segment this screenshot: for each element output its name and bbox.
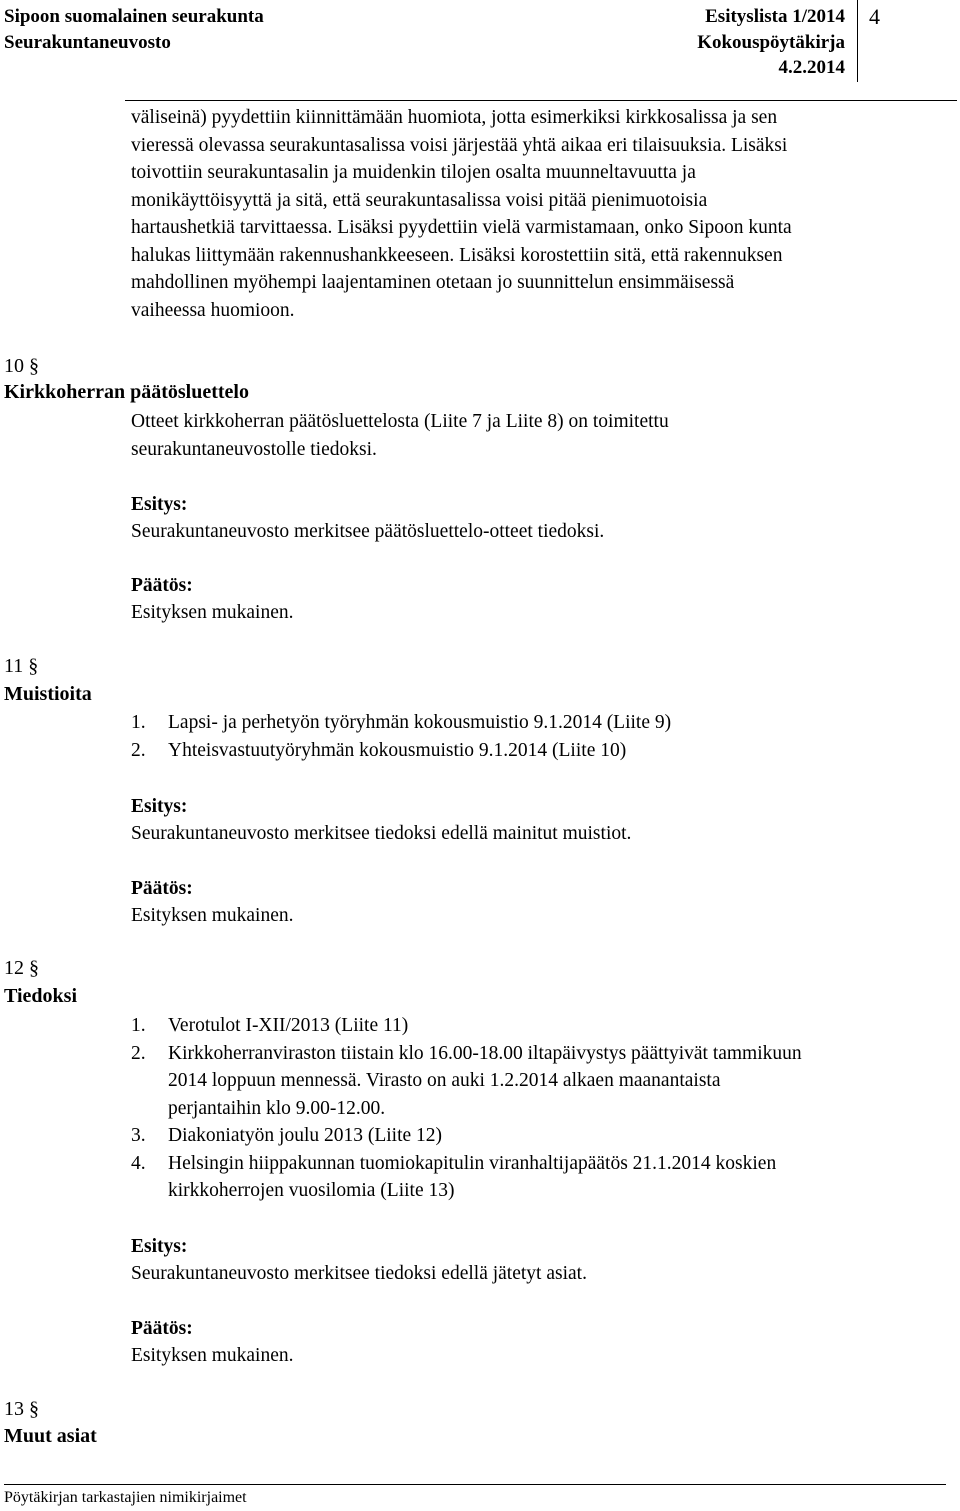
header-type: Kokouspöytäkirja [697, 32, 845, 53]
section-11-title: Muistioita [4, 683, 92, 705]
section-12-paatos: Esityksen mukainen. [131, 1345, 294, 1366]
header-date: 4.2.2014 [778, 57, 845, 78]
text-line: Otteet kirkkoherran päätösluettelosta (Liite 7 ja Liite 8) on toimitettu [131, 411, 669, 432]
footer-text: Pöytäkirjan tarkastajien nimikirjaimet [4, 1489, 247, 1506]
list-text: Lapsi- ja perhetyön työryhmän kokousmuistio 9.1.2014 (Liite 9) [168, 712, 672, 733]
list-item [131, 709, 671, 737]
section-12-title: Tiedoksi [4, 985, 77, 1007]
section-10-paatos: Esityksen mukainen. [131, 602, 294, 623]
text-line: monikäyttöisyyttä ja sitä, että seurakuntasalissa voisi pitää pienimuotoisia [131, 189, 708, 211]
section-10-esitys-label: Esitys: [131, 494, 188, 515]
list-item [131, 1040, 802, 1123]
section-number: 13 [4, 1398, 24, 1420]
list-item [131, 737, 671, 765]
footer-rule [4, 1484, 946, 1485]
paragraph-sign: § [29, 1398, 39, 1420]
section-11-paatos-label: Päätös: [131, 878, 193, 899]
section-11-esitys-label: Esitys: [131, 796, 188, 817]
section-10-esitys: Seurakuntaneuvosto merkitsee päätösluettelo-otteet tiedoksi. [131, 521, 605, 542]
header-list: Esityslista 1/2014 [705, 6, 845, 27]
section-12-list [131, 1012, 802, 1205]
list-number: 2. [131, 739, 146, 761]
text-line: Helsingin hiippakunnan tuomiokapitulin viranhaltijapäätös 21.1.2014 koskien [168, 1152, 777, 1174]
list-number: 4. [131, 1152, 146, 1174]
text-line: hartaushetkiä tarvittaessa. Lisäksi pyydettiin vielä varmistamaan, onko Sipoon kunta [131, 217, 792, 238]
section-11-paatos: Esityksen mukainen. [131, 905, 294, 926]
section-13-number [4, 1398, 39, 1421]
header-body: Seurakuntaneuvosto [4, 32, 171, 53]
list-text [168, 1150, 776, 1205]
text-line: vaiheessa huomioon. [131, 299, 295, 321]
section-10-paatos-label: Päätös: [131, 575, 193, 596]
section-10-title: Kirkkoherran päätösluettelo [4, 381, 249, 403]
text-line: mahdollinen myöhempi laajentaminen otetaan jo suunnittelun ensimmäisessä [131, 272, 735, 293]
text-line: Kirkkoherranviraston tiistain klo 16.00-18.00 iltapäivystys päättyivät tammikuun [168, 1042, 802, 1064]
text-line: toivottiin seurakuntasalin ja muidenkin tilojen osalta muunneltavuutta ja [131, 162, 696, 183]
text-line: väliseinä) pyydettiin kiinnittämään huomiota, jotta esimerkiksi kirkkosalissa ja sen [131, 107, 778, 128]
section-10-text [131, 408, 669, 463]
section-12-esitys-label: Esitys: [131, 1236, 188, 1257]
list-item [131, 1012, 802, 1040]
list-number: 1. [131, 1015, 146, 1036]
list-number: 1. [131, 712, 146, 733]
list-text [168, 1012, 408, 1040]
section-number: 11 [4, 655, 24, 677]
text-line: 2014 loppuun mennessä. Virasto on auki 1.2.2014 alkaen maanantaista [168, 1070, 721, 1091]
text-line: halukas liittymään rakennushankkeeseen. Lisäksi korostettiin sitä, että rakennuksen [131, 244, 783, 266]
list-text [168, 1040, 802, 1123]
text-line: kirkkoherrojen vuosilomia (Liite 13) [168, 1180, 455, 1201]
section-13-title: Muut asiat [4, 1425, 97, 1447]
paragraph-sign: § [29, 355, 39, 377]
paragraph-sign: § [29, 957, 39, 979]
text-line: perjantaihin klo 9.00-12.00. [168, 1097, 386, 1119]
list-text: Yhteisvastuutyöryhmän kokousmuistio 9.1.2014 (Liite 10) [168, 739, 627, 761]
text-line: vieressä olevassa seurakuntasalissa voisi järjestää yhtä aikaa eri tilaisuuksia. Lisäksi [131, 134, 788, 156]
section-11-number [4, 655, 38, 678]
section-12-esitys: Seurakuntaneuvosto merkitsee tiedoksi edellä jätetyt asiat. [131, 1263, 587, 1284]
list-item [131, 1122, 802, 1150]
text-line: seurakuntaneuvostolle tiedoksi. [131, 438, 377, 460]
section-10-number [4, 355, 39, 378]
text-line: Verotulot I-XII/2013 (Liite 11) [168, 1015, 409, 1036]
text-line: Diakoniatyön joulu 2013 (Liite 12) [168, 1125, 443, 1146]
list-text [168, 1122, 442, 1150]
paragraph-sign: § [28, 655, 39, 677]
list-number: 2. [131, 1042, 146, 1064]
intro-paragraph [131, 104, 792, 324]
section-12-number [4, 957, 39, 980]
header-org: Sipoon suomalainen seurakunta [4, 6, 264, 27]
section-number: 12 [4, 957, 24, 979]
header-rule [125, 100, 957, 101]
section-12-paatos-label: Päätös: [131, 1318, 193, 1339]
list-item [131, 1150, 802, 1205]
section-number: 10 [4, 355, 24, 377]
section-11-list [131, 709, 671, 764]
list-number: 3. [131, 1125, 146, 1146]
header-divider [857, 0, 858, 82]
section-11-esitys: Seurakuntaneuvosto merkitsee tiedoksi edellä mainitut muistiot. [131, 823, 632, 844]
page-number: 4 [869, 4, 880, 29]
